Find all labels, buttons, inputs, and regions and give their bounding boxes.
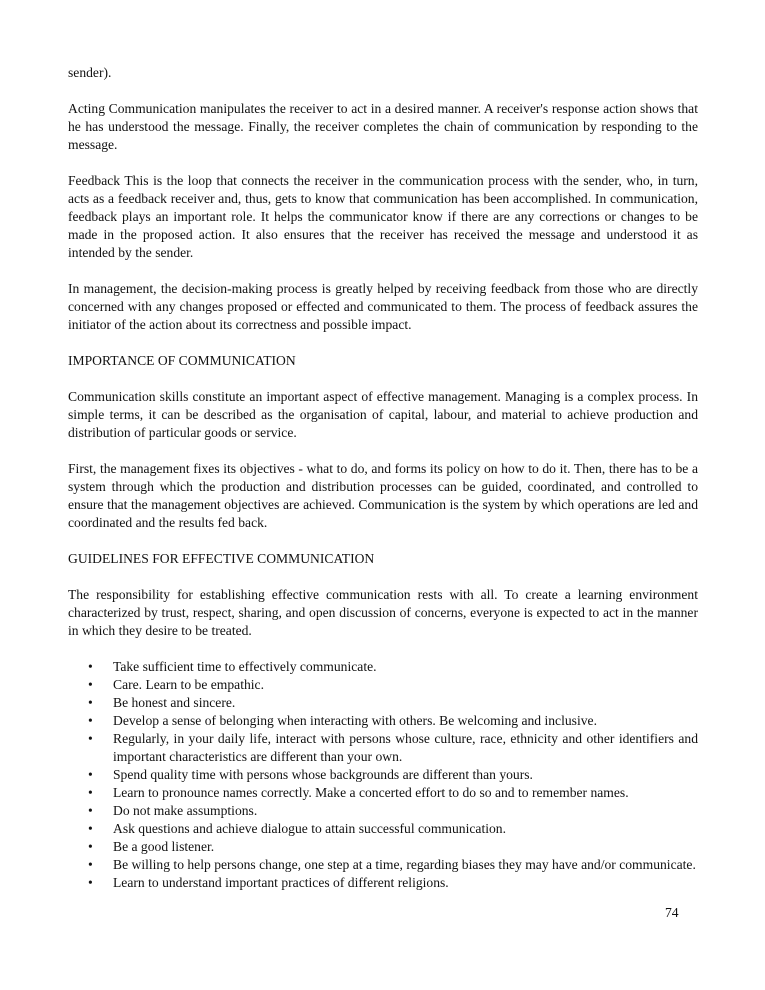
bullet-icon: • [88, 875, 93, 890]
paragraph-management: In management, the decision-making process is greatly helped by receiving feedback from those who are directly concerned with any changes proposed or effected and communicated to them. The process of feedback assures the initiator of the action about its correctness and possible impact. [68, 281, 698, 332]
list-item: • Ask questions and achieve dialogue to attain successful communication. [88, 821, 506, 836]
bullet-icon: • [88, 713, 93, 728]
list-item: • Regularly, in your daily life, interact with persons whose culture, race, ethnicity and other identifiers and important characteristics are different than your own. [88, 731, 698, 764]
bullet-icon: • [88, 677, 93, 692]
document-page [68, 64, 698, 892]
list-item: • Do not make assumptions. [88, 803, 258, 818]
paragraph-objectives: First, the management fixes its objectives - what to do, and forms its policy on how to do it. Then, there has to be a system through which the production and distribution processes can be guided, coordinated, and controlled to ensure that the management objectives are achieved. Communication is the system by which operations are led and coordinated and the results fed back. [68, 461, 698, 530]
list-item: • Learn to pronounce names correctly. Make a concerted effort to do so and to remember names. [88, 785, 629, 800]
bullet-icon: • [88, 839, 93, 854]
list-item: • Develop a sense of belonging when interacting with others. Be welcoming and inclusive. [88, 713, 597, 728]
paragraph-sender-end: sender). [68, 65, 112, 80]
list-item: • Be willing to help persons change, one step at a time, regarding biases they may have and/or communicate. [88, 857, 696, 872]
paragraph-feedback: Feedback This is the loop that connects the receiver in the communication process with the sender, who, in turn, acts as a feedback receiver and, thus, gets to know that communication has been accomplished. In communication, feedback plays an important role. It helps the communicator know if there are any corrections or changes to be made in the proposed action. It also ensures that the receiver has received the message and understood it as intended by the sender. [68, 173, 698, 260]
paragraph-responsibility: The responsibility for establishing effective communication rests with all. To create a learning environment characterized by trust, respect, sharing, and open discussion of concerns, everyone is expected to act in the manner in which they desire to be treated. [68, 587, 698, 638]
guidelines-list [68, 658, 698, 892]
list-item: • Be honest and sincere. [88, 695, 236, 710]
page-number: 74 [665, 905, 679, 920]
bullet-icon: • [88, 659, 93, 674]
heading-guidelines: GUIDELINES FOR EFFECTIVE COMMUNICATION [68, 551, 375, 566]
bullet-icon: • [88, 803, 93, 818]
list-item: • Take sufficient time to effectively communicate. [88, 659, 377, 674]
bullet-icon: • [88, 767, 93, 782]
paragraph-acting: Acting Communication manipulates the receiver to act in a desired manner. A receiver's response action shows that he has understood the message. Finally, the receiver completes the chain of communication by responding to the message. [68, 101, 698, 152]
list-item: • Spend quality time with persons whose backgrounds are different than yours. [88, 767, 533, 782]
list-item: • Be a good listener. [88, 839, 215, 854]
bullet-icon: • [88, 785, 93, 800]
bullet-icon: • [88, 857, 93, 872]
bullet-icon: • [88, 695, 93, 710]
list-item: • Learn to understand important practices of different religions. [88, 875, 449, 890]
list-item: • Care. Learn to be empathic. [88, 677, 264, 692]
bullet-icon: • [88, 821, 93, 836]
bullet-icon: • [88, 731, 93, 746]
heading-importance: IMPORTANCE OF COMMUNICATION [68, 353, 296, 368]
paragraph-skills: Communication skills constitute an important aspect of effective management. Managing is a complex process. In simple terms, it can be described as the organisation of capital, labour, and material to achieve production and distribution of particular goods or service. [68, 389, 698, 440]
